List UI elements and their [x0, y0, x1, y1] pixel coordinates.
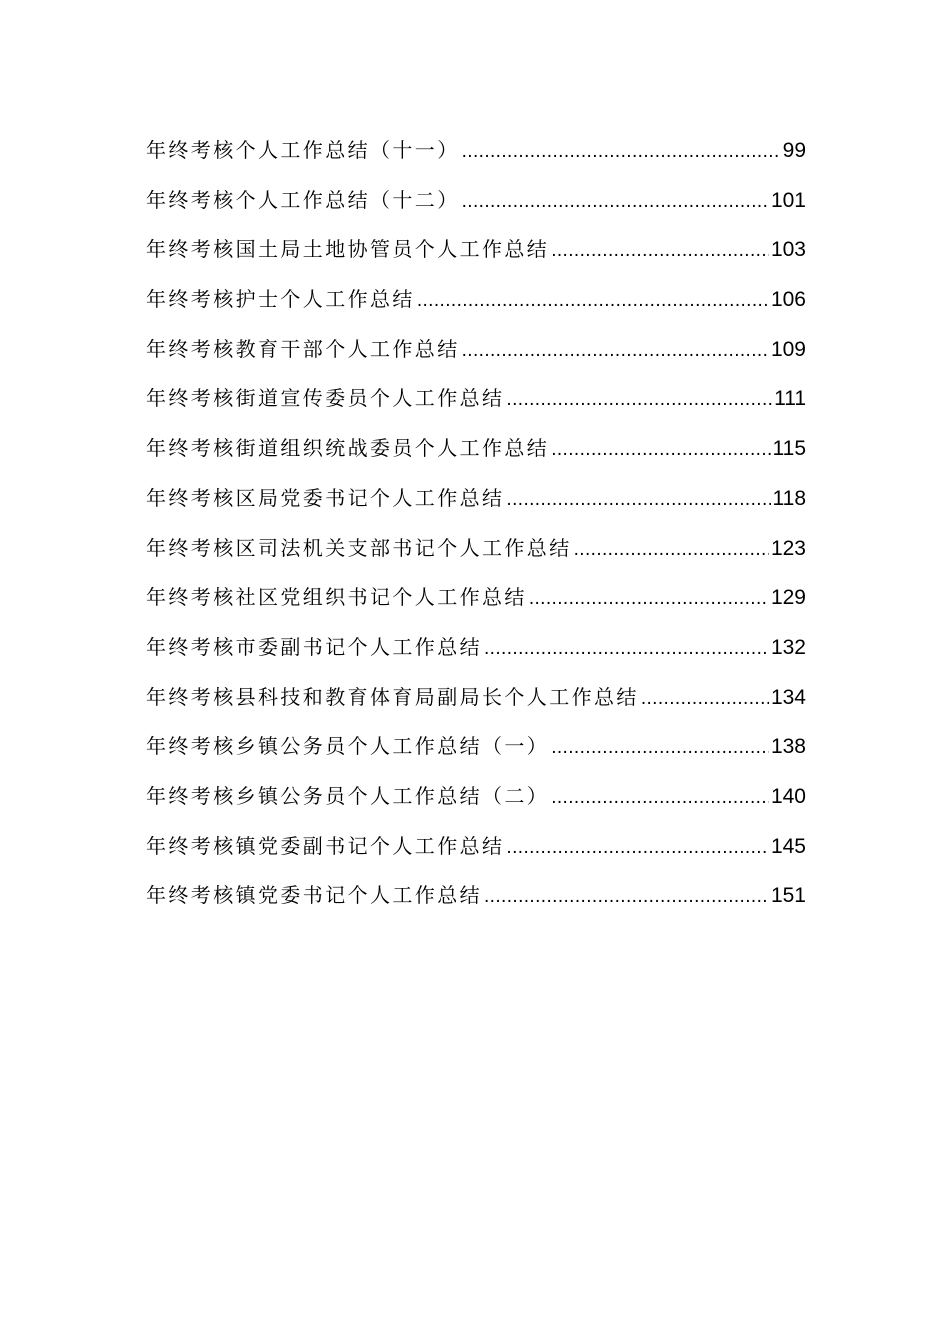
toc-dot-leader — [417, 276, 769, 326]
toc-dot-leader — [551, 425, 770, 475]
toc-entry[interactable] — [146, 524, 806, 574]
toc-entry-page-number: 140 — [770, 784, 806, 808]
toc-entry-title: 年终考核县科技和教育体育局副局长个人工作总结 — [146, 684, 639, 709]
toc-dot-leader — [484, 872, 769, 922]
toc-entry-page-number: 111 — [774, 387, 806, 411]
toc-entry[interactable] — [146, 225, 806, 275]
toc-entry[interactable] — [146, 176, 806, 226]
toc-entry[interactable] — [146, 374, 806, 424]
toc-entry-title: 年终考核街道组织统战委员个人工作总结 — [146, 436, 550, 461]
toc-entry-title: 年终考核社区党组织书记个人工作总结 — [146, 585, 527, 610]
toc-dot-leader — [641, 674, 769, 724]
toc-entry-page-number: 115 — [772, 437, 806, 461]
toc-dot-leader — [551, 773, 769, 823]
toc-entry[interactable] — [146, 871, 806, 921]
toc-entry[interactable] — [146, 623, 806, 673]
toc-entry-title: 年终考核街道宣传委员个人工作总结 — [146, 386, 505, 411]
toc-entry-page-number: 101 — [770, 188, 806, 212]
toc-entry[interactable] — [146, 275, 806, 325]
table-of-contents — [146, 126, 806, 921]
toc-entry-page-number: 138 — [770, 735, 806, 759]
toc-entry[interactable] — [146, 126, 806, 176]
toc-entry[interactable] — [146, 772, 806, 822]
toc-dot-leader — [574, 525, 769, 575]
toc-dot-leader — [506, 475, 770, 525]
toc-entry-page-number: 109 — [770, 337, 806, 361]
toc-entry-title: 年终考核教育干部个人工作总结 — [146, 336, 460, 361]
toc-entry-page-number: 99 — [782, 139, 806, 162]
toc-entry-page-number: 106 — [770, 288, 806, 312]
toc-entry[interactable] — [146, 722, 806, 772]
toc-entry-title: 年终考核护士个人工作总结 — [146, 287, 415, 312]
toc-entry-title: 年终考核市委副书记个人工作总结 — [146, 634, 482, 659]
toc-dot-leader — [462, 127, 781, 177]
toc-entry-title: 年终考核镇党委书记个人工作总结 — [146, 883, 482, 908]
toc-entry-page-number: 118 — [772, 486, 806, 510]
toc-entry[interactable] — [146, 573, 806, 623]
toc-entry-title: 年终考核区局党委书记个人工作总结 — [146, 485, 505, 510]
toc-entry-page-number: 129 — [770, 586, 806, 610]
toc-dot-leader — [462, 177, 769, 227]
toc-entry-page-number: 123 — [770, 536, 806, 560]
toc-entry[interactable] — [146, 673, 806, 723]
toc-entry-title: 年终考核个人工作总结（十二） — [146, 187, 460, 212]
toc-entry[interactable] — [146, 424, 806, 474]
toc-dot-leader — [529, 574, 769, 624]
toc-entry-page-number: 145 — [770, 834, 806, 858]
toc-dot-leader — [551, 226, 769, 276]
toc-dot-leader — [506, 375, 772, 425]
toc-entry-title: 年终考核国土局土地协管员个人工作总结 — [146, 237, 550, 262]
toc-dot-leader — [551, 723, 769, 773]
toc-entry-page-number: 151 — [770, 884, 806, 908]
toc-dot-leader — [462, 326, 769, 376]
toc-dot-leader — [484, 624, 769, 674]
toc-entry-title: 年终考核乡镇公务员个人工作总结（二） — [146, 783, 550, 808]
toc-entry-title: 年终考核乡镇公务员个人工作总结（一） — [146, 734, 550, 759]
toc-entry-title: 年终考核个人工作总结（十一） — [146, 138, 460, 162]
toc-entry-page-number: 132 — [770, 635, 806, 659]
toc-entry-page-number: 134 — [770, 685, 806, 709]
toc-entry-page-number: 103 — [770, 238, 806, 262]
toc-entry-title: 年终考核区司法机关支部书记个人工作总结 — [146, 535, 572, 560]
toc-entry[interactable] — [146, 822, 806, 872]
toc-entry[interactable] — [146, 325, 806, 375]
toc-dot-leader — [506, 823, 769, 873]
toc-entry-title: 年终考核镇党委副书记个人工作总结 — [146, 833, 505, 858]
toc-entry[interactable] — [146, 474, 806, 524]
